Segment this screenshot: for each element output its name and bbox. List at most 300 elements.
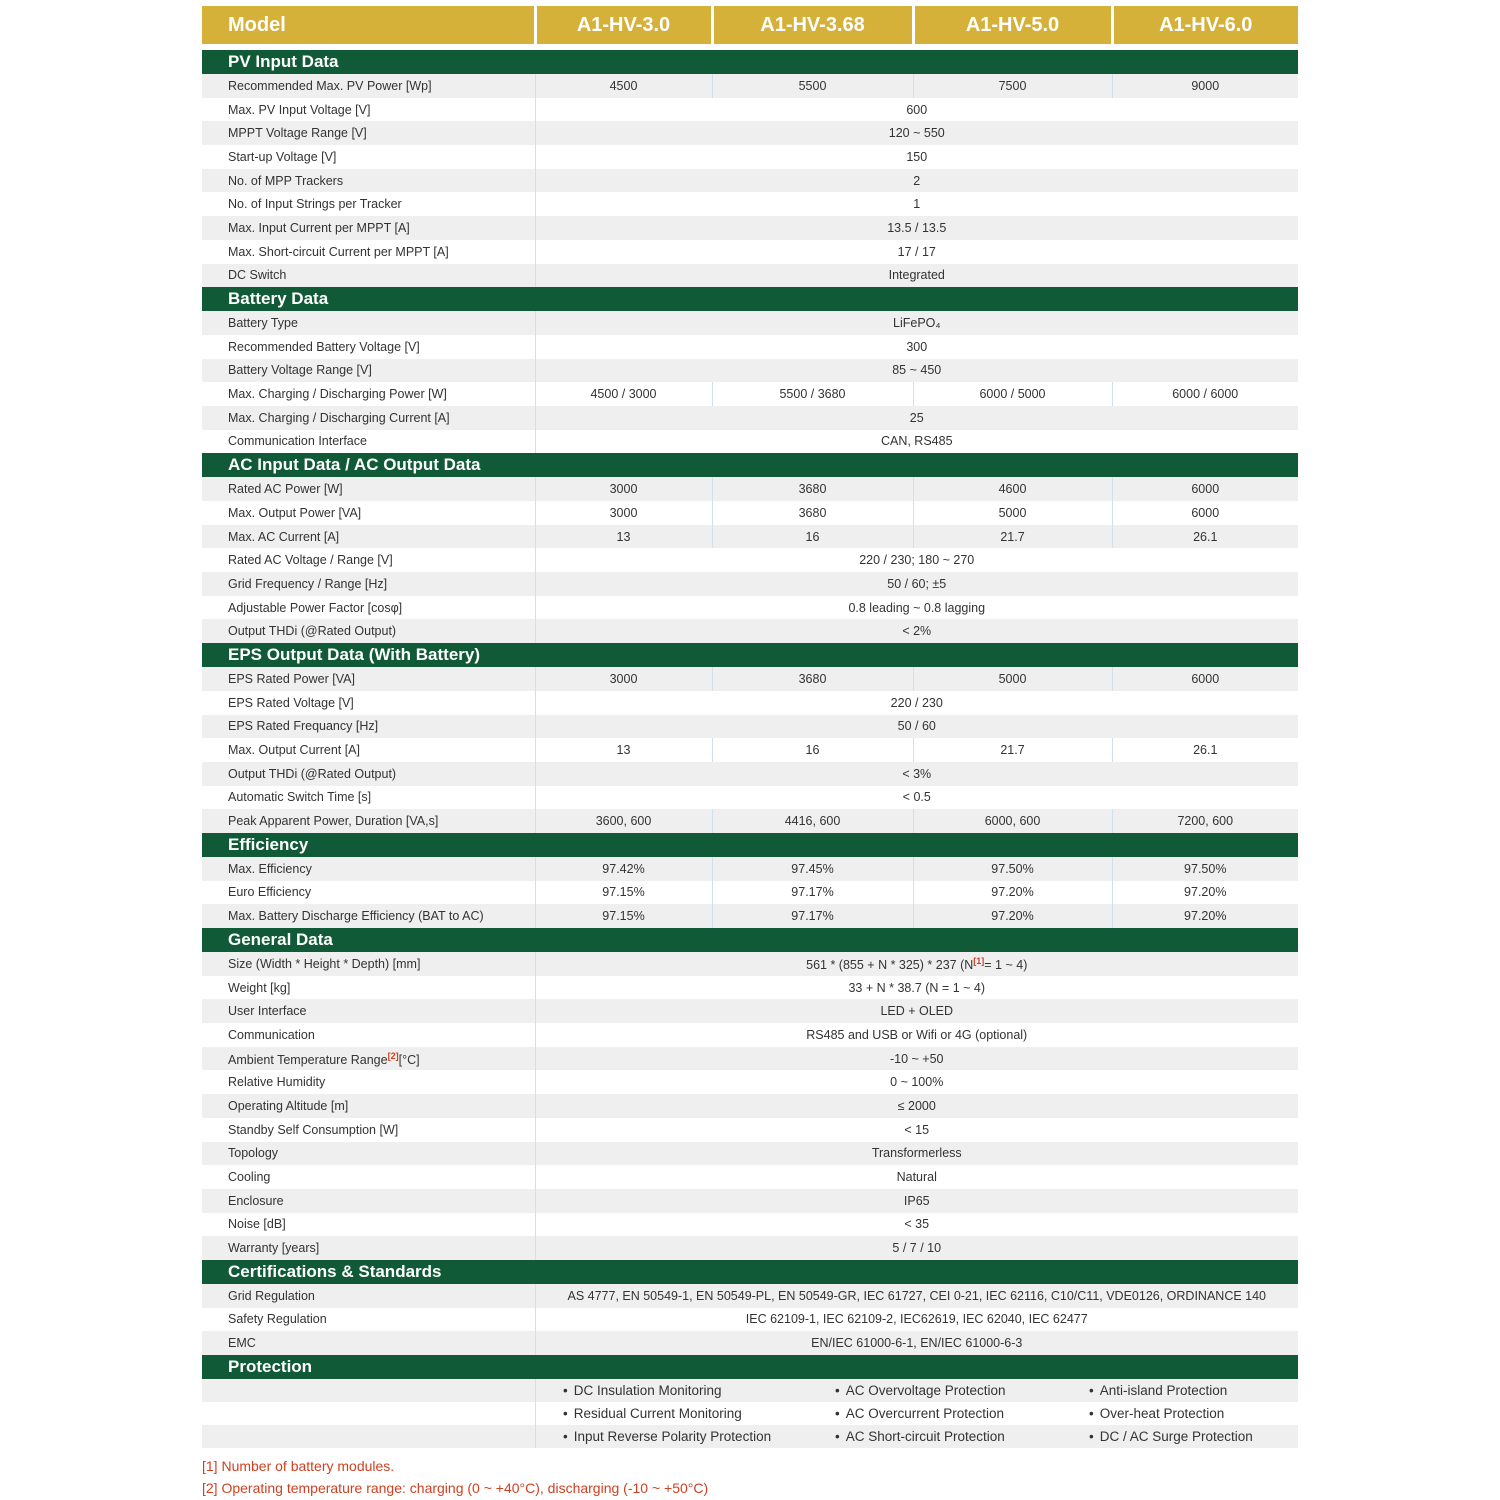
spec-value [535, 572, 1298, 596]
protection-gutter [535, 1402, 557, 1425]
spec-value-text: 561 * (855 + N * 325) * 237 (N [806, 957, 974, 972]
spec-value: 7500 [913, 74, 1112, 98]
spec-value-text: Integrated [888, 268, 945, 283]
spec-row [202, 596, 1298, 620]
spec-value: 6000 [1112, 501, 1298, 525]
spec-label-text: MPPT Voltage Range [V] [228, 126, 367, 141]
spec-value [535, 1070, 1298, 1094]
model-name: A1-HV-3.0 [535, 6, 712, 44]
footnote-2: [2] Operating temperature range: charging (0 ~ +40°C), discharging (-10 ~ +50°C) [202, 1480, 709, 1496]
spec-label-text: Enclosure [228, 1193, 284, 1208]
spec-row [202, 715, 1298, 739]
spec-label [202, 1118, 535, 1142]
spec-value [535, 1189, 1298, 1213]
spec-value-text: < 2% [902, 624, 932, 639]
spec-value [535, 976, 1298, 1000]
protection-feature: • Residual Current Monitoring [563, 1406, 742, 1421]
spec-label-text: Battery Type [228, 316, 298, 331]
section-title: AC Input Data / AC Output Data [202, 453, 1298, 477]
spec-label-text: Relative Humidity [228, 1075, 326, 1090]
section-header [202, 833, 1298, 857]
spec-label-text: Max. Output Current [A] [228, 743, 360, 758]
spec-value [535, 1047, 1298, 1071]
spec-row [202, 1189, 1298, 1213]
spec-value-text: < 0.5 [902, 790, 931, 805]
spec-row [202, 548, 1298, 572]
spec-label-text: Recommended Max. PV Power [Wp] [228, 78, 432, 93]
spec-value: 97.20% [913, 881, 1112, 905]
spec-value-text: CAN, RS485 [880, 434, 953, 449]
spec-value: 97.15% [535, 904, 712, 928]
spec-row [202, 406, 1298, 430]
spec-label-text: Max. Battery Discharge Efficiency (BAT to AC) [228, 909, 484, 924]
spec-row [202, 881, 1298, 905]
spec-value [535, 548, 1298, 572]
spec-label [202, 1331, 535, 1355]
spec-label-text: Standby Self Consumption [W] [228, 1122, 399, 1137]
spec-value [535, 786, 1298, 810]
spec-row [202, 1331, 1298, 1355]
spec-label [202, 1094, 535, 1118]
spec-value [535, 1331, 1298, 1355]
protection-feature: • AC Overcurrent Protection [835, 1406, 1004, 1421]
spec-label-text: EPS Rated Frequancy [Hz] [228, 719, 379, 734]
spec-value [535, 691, 1298, 715]
protection-feature: • DC / AC Surge Protection [1089, 1429, 1253, 1444]
spec-value [535, 1308, 1298, 1332]
footnote-1: [1] Number of battery modules. [202, 1458, 395, 1474]
spec-label-text: Rated AC Power [W] [228, 482, 343, 497]
spec-value: 97.45% [712, 857, 913, 881]
spec-label-text: Cooling [228, 1170, 271, 1185]
spec-label [202, 1189, 535, 1213]
spec-label [202, 240, 535, 264]
spec-value-text: 120 ~ 550 [888, 126, 945, 141]
spec-label [202, 572, 535, 596]
spec-value [535, 406, 1298, 430]
spec-value [535, 335, 1298, 359]
protection-item [557, 1402, 835, 1425]
protection-row [202, 1425, 1298, 1448]
spec-value-text: < 15 [904, 1122, 930, 1137]
spec-row [202, 121, 1298, 145]
spec-label [202, 715, 535, 739]
footnote-ref: [1] [973, 955, 985, 966]
spec-row [202, 1094, 1298, 1118]
spec-value-text: 220 / 230; 180 ~ 270 [859, 553, 975, 568]
spec-label [202, 264, 535, 288]
spec-row [202, 1142, 1298, 1166]
spec-label [202, 738, 535, 762]
spec-value: 5500 [712, 74, 913, 98]
section-title: EPS Output Data (With Battery) [202, 643, 1298, 667]
spec-value [535, 169, 1298, 193]
spec-row [202, 264, 1298, 288]
protection-feature: • AC Short-circuit Protection [835, 1429, 1005, 1444]
spec-label-text: Size (Width * Height * Depth) [mm] [228, 956, 421, 971]
spec-row [202, 382, 1298, 406]
spec-label-text: Weight [kg] [228, 980, 291, 995]
spec-row [202, 1236, 1298, 1260]
protection-gutter [535, 1379, 557, 1402]
spec-label-text: Max. Short-circuit Current per MPPT [A] [228, 244, 449, 259]
spec-value [535, 952, 1298, 976]
spec-value [535, 715, 1298, 739]
spec-value-text: IEC 62109-1, IEC 62109-2, IEC62619, IEC 62040, IEC 62477 [745, 1312, 1088, 1327]
spec-label [202, 999, 535, 1023]
spec-row [202, 1023, 1298, 1047]
spec-label [202, 976, 535, 1000]
spec-label-text: Max. Input Current per MPPT [A] [228, 220, 410, 235]
spec-row [202, 809, 1298, 833]
spec-value-text: -10 ~ +50 [889, 1051, 944, 1066]
spec-label-text: Safety Regulation [228, 1312, 327, 1327]
spec-value-text: 1 [913, 197, 921, 212]
spec-label-text: Grid Regulation [228, 1288, 315, 1303]
spec-value [535, 192, 1298, 216]
spec-value: 21.7 [913, 738, 1112, 762]
spec-row [202, 691, 1298, 715]
spec-value-text: 0.8 leading ~ 0.8 lagging [848, 600, 986, 615]
spec-value [535, 1094, 1298, 1118]
spec-value-text: 25 [909, 410, 924, 425]
spec-value: 97.42% [535, 857, 712, 881]
protection-table [202, 1355, 1298, 1448]
protection-item [1089, 1379, 1298, 1402]
spec-value-text: 13.5 / 13.5 [887, 220, 947, 235]
spec-row [202, 952, 1298, 976]
spec-label [202, 548, 535, 572]
spec-value-text: 5 / 7 / 10 [892, 1241, 942, 1256]
spec-row [202, 904, 1298, 928]
spec-value: 5500 / 3680 [712, 382, 913, 406]
spec-value: 26.1 [1112, 525, 1298, 549]
spec-value-text: AS 4777, EN 50549-1, EN 50549-PL, EN 50549-GR, IEC 61727, CEI 0-21, IEC 62116, C10/C11, VDE0126, ORDINANCE 140 [567, 1288, 1267, 1303]
section-header [202, 453, 1298, 477]
spec-value-text: 220 / 230 [890, 695, 943, 710]
spec-value [535, 1284, 1298, 1308]
spec-label [202, 1284, 535, 1308]
spec-label [202, 619, 535, 643]
spec-label-text: Warranty [years] [228, 1241, 320, 1256]
spec-value-text: 85 ~ 450 [892, 363, 942, 378]
footnote-ref: [2] [387, 1050, 399, 1061]
spec-label [202, 121, 535, 145]
spec-value: 6000, 600 [913, 809, 1112, 833]
spec-value-text: IP65 [903, 1193, 930, 1208]
spec-label-text: Communication Interface [228, 434, 367, 449]
protection-item [1089, 1402, 1298, 1425]
section-title: PV Input Data [202, 50, 1298, 74]
spec-label [202, 786, 535, 810]
spec-label [202, 98, 535, 122]
section-header [202, 1355, 1298, 1379]
protection-row [202, 1402, 1298, 1425]
spec-label [202, 406, 535, 430]
spec-value-text: ≤ 2000 [897, 1098, 936, 1113]
spec-value: 4500 [535, 74, 712, 98]
spec-row [202, 335, 1298, 359]
section-header [202, 287, 1298, 311]
spec-label-unit: [°C] [398, 1052, 420, 1067]
spec-value [535, 121, 1298, 145]
spec-label-text: Max. Charging / Discharging Power [W] [228, 387, 447, 402]
spec-label-text: Ambient Temperature Range [228, 1052, 388, 1067]
spec-value: 13 [535, 525, 712, 549]
spec-label-text: Communication [228, 1027, 315, 1042]
spec-label-text: Recommended Battery Voltage [V] [228, 339, 420, 354]
spec-row [202, 1070, 1298, 1094]
protection-item [835, 1379, 1089, 1402]
spec-value: 3000 [535, 667, 712, 691]
spec-value: 97.20% [1112, 881, 1298, 905]
spec-value-text: < 35 [904, 1217, 930, 1232]
spec-value [535, 1142, 1298, 1166]
spec-label [202, 430, 535, 454]
spec-value: 3680 [712, 667, 913, 691]
spec-label-text: Output THDi (@Rated Output) [228, 624, 397, 639]
spec-value-text: < 3% [902, 766, 932, 781]
spec-value-text: EN/IEC 61000-6-1, EN/IEC 61000-6-3 [811, 1336, 1023, 1351]
spec-value-text: LED + OLED [880, 1004, 954, 1019]
model-header-row [202, 6, 1298, 44]
section-title: Battery Data [202, 287, 1298, 311]
spec-value: 4500 / 3000 [535, 382, 712, 406]
protection-item [835, 1425, 1089, 1448]
spec-label [202, 335, 535, 359]
spec-value: 6000 [1112, 477, 1298, 501]
protection-blank [202, 1402, 535, 1425]
spec-label [202, 145, 535, 169]
spec-label [202, 1047, 535, 1071]
protection-gutter [535, 1425, 557, 1448]
spec-value [535, 596, 1298, 620]
spec-label [202, 691, 535, 715]
spec-row [202, 1118, 1298, 1142]
protection-feature: • DC Insulation Monitoring [563, 1383, 722, 1398]
protection-feature: • Input Reverse Polarity Protection [563, 1429, 771, 1444]
spec-value: 3680 [712, 477, 913, 501]
spec-value [535, 216, 1298, 240]
spec-value [535, 430, 1298, 454]
spec-row [202, 192, 1298, 216]
spec-row [202, 762, 1298, 786]
spec-value-text: 33 + N * 38.7 (N = 1 ~ 4) [848, 980, 986, 995]
spec-value-text: 50 / 60; ±5 [887, 576, 947, 591]
spec-value: 97.50% [913, 857, 1112, 881]
spec-row [202, 999, 1298, 1023]
spec-label-text: Max. Output Power [VA] [228, 505, 362, 520]
section-header [202, 643, 1298, 667]
spec-label [202, 1213, 535, 1237]
spec-row [202, 619, 1298, 643]
spec-value [535, 762, 1298, 786]
section-title: Protection [202, 1355, 1298, 1379]
spec-value: 6000 [1112, 667, 1298, 691]
spec-value [535, 359, 1298, 383]
spec-value: 16 [712, 525, 913, 549]
spec-row [202, 525, 1298, 549]
spec-label-text: Automatic Switch Time [s] [228, 790, 372, 805]
spec-row [202, 501, 1298, 525]
spec-value: 3000 [535, 501, 712, 525]
section-title: Efficiency [202, 833, 1298, 857]
spec-value [535, 145, 1298, 169]
spec-row [202, 311, 1298, 335]
spec-value: 7200, 600 [1112, 809, 1298, 833]
spec-label-text: EPS Rated Power [VA] [228, 671, 355, 686]
spec-label-text: Max. PV Input Voltage [V] [228, 102, 371, 117]
spec-value-text: 150 [906, 149, 928, 164]
spec-row [202, 572, 1298, 596]
spec-value: 3600, 600 [535, 809, 712, 833]
spec-value-text: = 1 ~ 4) [984, 957, 1028, 972]
spec-row [202, 145, 1298, 169]
protection-blank [202, 1379, 535, 1402]
spec-label [202, 477, 535, 501]
spec-label-text: Noise [dB] [228, 1217, 286, 1232]
spec-value: 9000 [1112, 74, 1298, 98]
spec-value: 13 [535, 738, 712, 762]
spec-row [202, 1284, 1298, 1308]
spec-label-text: Topology [228, 1146, 279, 1161]
spec-label-text: No. of Input Strings per Tracker [228, 197, 402, 212]
spec-label-text: Battery Voltage Range [V] [228, 363, 372, 378]
spec-label [202, 1308, 535, 1332]
spec-value-text: 600 [906, 102, 928, 117]
model-name: A1-HV-5.0 [913, 6, 1112, 44]
spec-label-text: User Interface [228, 1004, 307, 1019]
spec-label [202, 311, 535, 335]
spec-label [202, 596, 535, 620]
spec-row [202, 477, 1298, 501]
spec-row [202, 1308, 1298, 1332]
spec-label-text: Rated AC Voltage / Range [V] [228, 553, 393, 568]
spec-label [202, 1142, 535, 1166]
spec-row [202, 169, 1298, 193]
spec-value [535, 1236, 1298, 1260]
spec-row [202, 1165, 1298, 1189]
spec-value: 21.7 [913, 525, 1112, 549]
section-title: Certifications & Standards [202, 1260, 1298, 1284]
spec-label [202, 762, 535, 786]
spec-label-text: Peak Apparent Power, Duration [VA,s] [228, 814, 439, 829]
spec-row [202, 98, 1298, 122]
spec-value: 26.1 [1112, 738, 1298, 762]
spec-label [202, 192, 535, 216]
spec-label [202, 881, 535, 905]
spec-value: 97.50% [1112, 857, 1298, 881]
spec-value [535, 264, 1298, 288]
protection-row [202, 1379, 1298, 1402]
spec-value: 16 [712, 738, 913, 762]
spec-label-text: EPS Rated Voltage [V] [228, 695, 354, 710]
spec-label-text: Adjustable Power Factor [cosφ] [228, 600, 403, 615]
spec-value: 3000 [535, 477, 712, 501]
spec-value [535, 619, 1298, 643]
spec-row [202, 74, 1298, 98]
protection-blank [202, 1425, 535, 1448]
spec-value [535, 1165, 1298, 1189]
spec-table [202, 6, 1298, 1355]
spec-label-text: EMC [228, 1336, 256, 1351]
spec-label [202, 667, 535, 691]
spec-label [202, 74, 535, 98]
spec-label-text: Start-up Voltage [V] [228, 149, 337, 164]
spec-value [535, 240, 1298, 264]
section-header [202, 50, 1298, 74]
protection-feature: • Anti-island Protection [1089, 1383, 1227, 1398]
spec-label [202, 952, 535, 976]
spec-value: 4600 [913, 477, 1112, 501]
spec-label-text: Output THDi (@Rated Output) [228, 766, 397, 781]
section-header [202, 928, 1298, 952]
spec-row [202, 240, 1298, 264]
spec-label [202, 857, 535, 881]
model-name: A1-HV-6.0 [1112, 6, 1298, 44]
protection-feature: • AC Overvoltage Protection [835, 1383, 1006, 1398]
spec-row [202, 738, 1298, 762]
spec-label [202, 904, 535, 928]
spec-value: 6000 / 5000 [913, 382, 1112, 406]
spec-sheet [202, 6, 1298, 1448]
spec-value [535, 1213, 1298, 1237]
spec-value: 6000 / 6000 [1112, 382, 1298, 406]
spec-value-text: 50 / 60 [897, 719, 936, 734]
spec-label-text: Operating Altitude [m] [228, 1098, 349, 1113]
section-title: General Data [202, 928, 1298, 952]
protection-item [557, 1425, 835, 1448]
spec-label [202, 382, 535, 406]
spec-label [202, 1023, 535, 1047]
spec-label-text: Max. AC Current [A] [228, 529, 340, 544]
spec-value: 5000 [913, 501, 1112, 525]
spec-value-text: RS485 and USB or Wifi or 4G (optional) [806, 1027, 1028, 1042]
spec-row [202, 430, 1298, 454]
spec-value-text: Natural [896, 1170, 937, 1185]
spec-value: 97.15% [535, 881, 712, 905]
spec-value [535, 98, 1298, 122]
spec-value-text: 17 / 17 [897, 244, 936, 259]
spec-label [202, 1070, 535, 1094]
spec-row [202, 1213, 1298, 1237]
spec-label-text: DC Switch [228, 268, 287, 283]
protection-item [1089, 1425, 1298, 1448]
protection-item [557, 1379, 835, 1402]
protection-item [835, 1402, 1089, 1425]
spec-label [202, 359, 535, 383]
spec-row [202, 667, 1298, 691]
spec-value: 5000 [913, 667, 1112, 691]
spec-label-text: Grid Frequency / Range [Hz] [228, 576, 388, 591]
spec-value: 4416, 600 [712, 809, 913, 833]
spec-value: 97.20% [913, 904, 1112, 928]
model-name: A1-HV-3.68 [712, 6, 913, 44]
spec-row [202, 359, 1298, 383]
spec-value: 97.17% [712, 881, 913, 905]
spec-label [202, 1165, 535, 1189]
spec-label [202, 525, 535, 549]
spec-value: 97.20% [1112, 904, 1298, 928]
spec-row [202, 857, 1298, 881]
spec-value-text: 0 ~ 100% [890, 1075, 944, 1090]
protection-feature: • Over-heat Protection [1089, 1406, 1224, 1421]
spec-label-text: Max. Charging / Discharging Current [A] [228, 410, 450, 425]
spec-row [202, 216, 1298, 240]
spec-label [202, 501, 535, 525]
spec-row [202, 976, 1298, 1000]
spec-row [202, 1047, 1298, 1071]
